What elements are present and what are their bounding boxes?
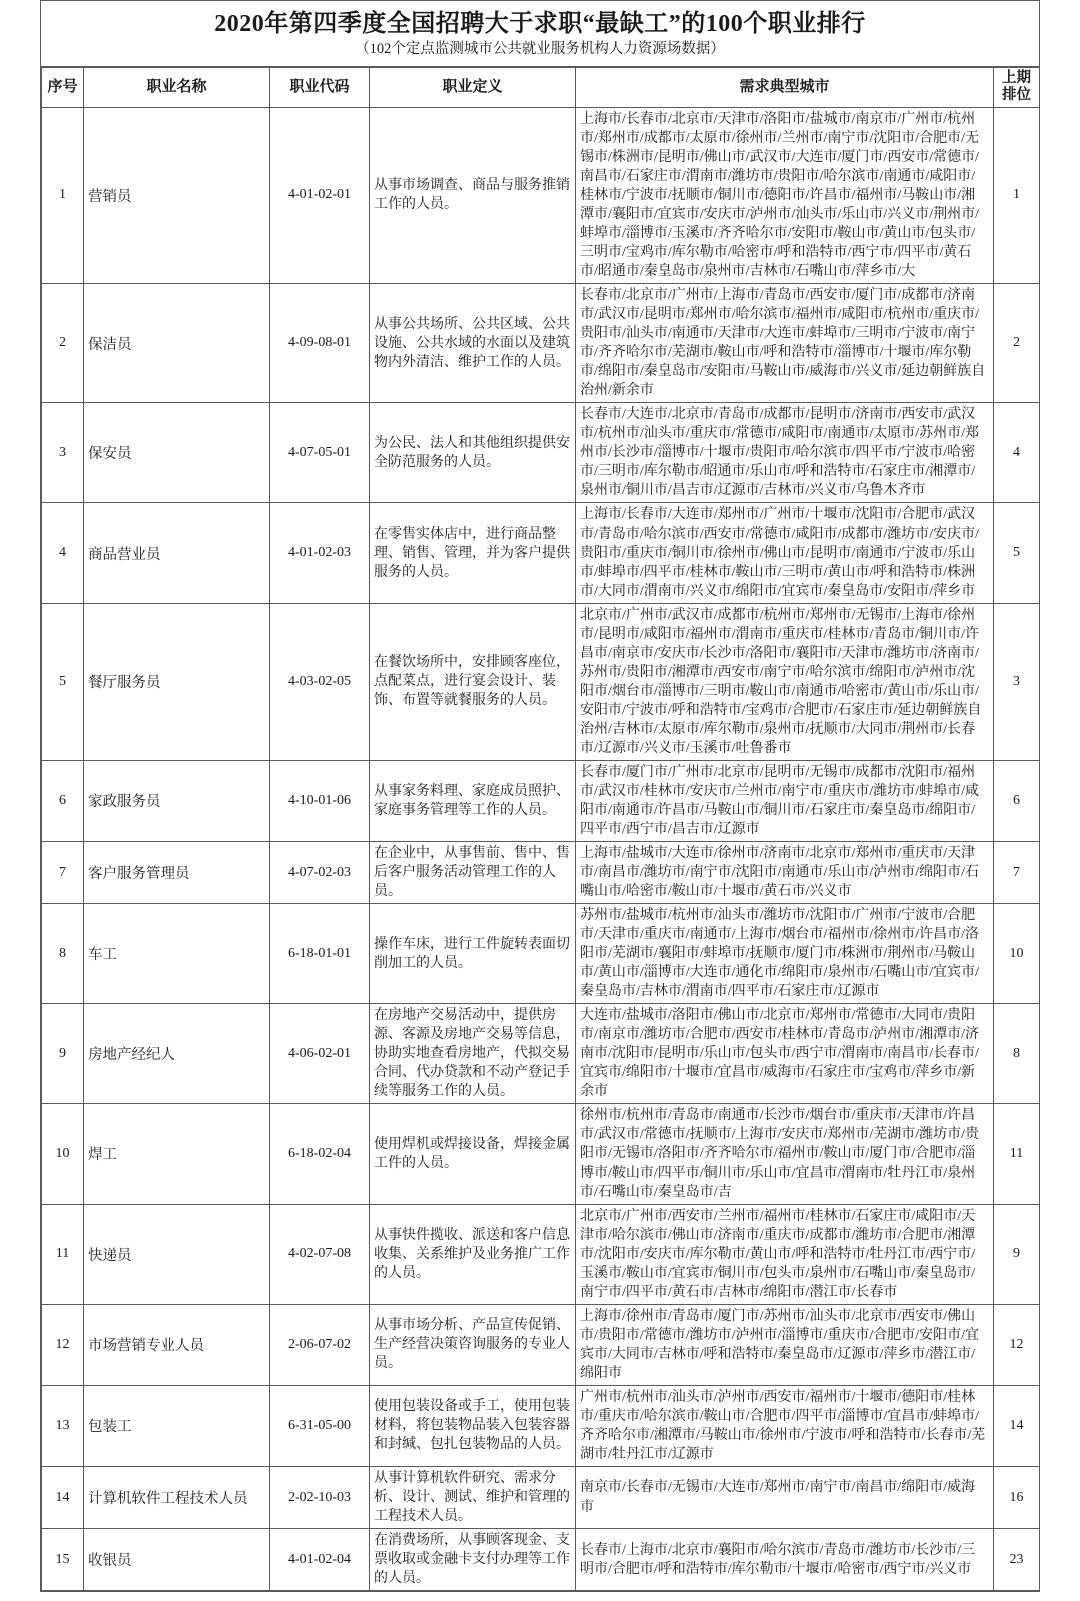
cell-occupation-code: 4-09-08-01 [270, 284, 370, 403]
cell-prev-rank: 14 [994, 1385, 1040, 1466]
cell-occupation-name: 家政服务员 [84, 760, 270, 841]
cell-cities: 北京市/广州市/西安市/兰州市/福州市/桂林市/石家庄市/咸阳市/天津市/哈尔滨市/佛山市/济南市/重庆市/成都市/潍坊市/合肥市/湘潭市/沈阳市/安庆市/库尔勒市/黄山市/呼和浩特市/牡丹江市/西宁市/玉溪市/鞍山市/宜宾市/铜川市/包头市/泉州市/石嘴山市/秦皇岛市/南宁市/四平市/黄石市/吉林市/绵阳市/潜江市/长春市 [576, 1204, 994, 1304]
cell-occupation-name: 餐厅服务员 [84, 603, 270, 760]
cell-definition: 在消费场所，从事顾客现金、支票收取或金融卡支付办理等工作的人员。 [370, 1529, 576, 1591]
cell-occupation-code: 4-07-02-03 [270, 842, 370, 904]
cell-seq: 15 [42, 1529, 84, 1591]
cell-seq: 6 [42, 760, 84, 841]
cell-prev-rank: 1 [994, 107, 1040, 283]
cell-seq: 7 [42, 842, 84, 904]
cell-cities: 上海市/盐城市/大连市/徐州市/济南市/北京市/郑州市/重庆市/天津市/南昌市/潍坊市/南宁市/沈阳市/南通市/乐山市/泸州市/绵阳市/石嘴山市/哈密市/鞍山市/十堰市/黄石市/兴义市 [576, 842, 994, 904]
title-block [41, 1, 1039, 67]
cell-seq: 5 [42, 603, 84, 760]
cell-seq: 9 [42, 1004, 84, 1104]
cell-occupation-code: 4-03-02-05 [270, 603, 370, 760]
cell-cities: 广州市/杭州市/汕头市/泸州市/西安市/福州市/十堰市/德阳市/桂林市/重庆市/哈尔滨市/鞍山市/合肥市/四平市/淄博市/宜昌市/蚌埠市/齐齐哈尔市/湘潭市/马鞍山市/徐州市/宁波市/呼和浩特市/长春市/芜湖市/牡丹江市/辽源市 [576, 1385, 994, 1466]
cell-prev-rank: 5 [994, 503, 1040, 603]
table-row [42, 1529, 1040, 1591]
column-header-code: 职业代码 [270, 67, 370, 107]
cell-prev-rank: 8 [994, 1004, 1040, 1104]
cell-cities: 北京市/广州市/武汉市/成都市/杭州市/郑州市/无锡市/上海市/徐州市/昆明市/咸阳市/福州市/渭南市/重庆市/桂林市/青岛市/铜川市/许昌市/南京市/安庆市/长沙市/洛阳市/襄阳市/天津市/潍坊市/济南市/苏州市/贵阳市/湘潭市/西安市/南宁市/哈尔滨市/绵阳市/泸州市/沈阳市/烟台市/淄博市/三明市/鞍山市/南通市/哈密市/黄山市/乐山市/安阳市/宁波市/呼和浩特市/宝鸡市/合肥市/石家庄市/延边朝鲜族自治州/吉林市/太原市/库尔勒市/泉州市/抚顺市/大同市/荆州市/长春市/辽源市/兴义市/玉溪市/吐鲁番市 [576, 603, 994, 760]
cell-seq: 14 [42, 1466, 84, 1528]
cell-prev-rank: 11 [994, 1104, 1040, 1204]
cell-occupation-code: 4-01-02-03 [270, 503, 370, 603]
occupation-ranking-table [41, 67, 1040, 1591]
table-row [42, 842, 1040, 904]
cell-seq: 12 [42, 1304, 84, 1385]
cell-occupation-code: 4-02-07-08 [270, 1204, 370, 1304]
cell-cities: 大连市/盐城市/洛阳市/佛山市/北京市/郑州市/常德市/大同市/贵阳市/南京市/潍坊市/合肥市/西安市/桂林市/青岛市/泸州市/湘潭市/济南市/沈阳市/昆明市/乐山市/包头市/西宁市/渭南市/南昌市/长春市/宜宾市/绵阳市/十堰市/宜昌市/威海市/石家庄市/宝鸡市/萍乡市/新余市 [576, 1004, 994, 1104]
cell-seq: 13 [42, 1385, 84, 1466]
cell-occupation-code: 6-18-02-04 [270, 1104, 370, 1204]
table-row [42, 603, 1040, 760]
cell-occupation-code: 6-18-01-01 [270, 904, 370, 1004]
cell-prev-rank: 10 [994, 904, 1040, 1004]
cell-definition: 在企业中，从事售前、售中、售后客户服务活动管理工作的人员。 [370, 842, 576, 904]
cell-occupation-code: 4-06-02-01 [270, 1004, 370, 1104]
cell-cities: 上海市/长春市/北京市/天津市/洛阳市/盐城市/南京市/广州市/杭州市/郑州市/成都市/太原市/徐州市/兰州市/南宁市/沈阳市/合肥市/无锡市/株洲市/昆明市/佛山市/武汉市/大连市/厦门市/西安市/常德市/南昌市/石家庄市/渭南市/潍坊市/贵阳市/哈尔滨市/南通市/咸阳市/桂林市/宁波市/抚顺市/铜川市/德阳市/许昌市/福州市/马鞍山市/湘潭市/襄阳市/宜宾市/安庆市/泸州市/汕头市/乐山市/兴义市/荆州市/蚌埠市/淄博市/玉溪市/齐齐哈尔市/安阳市/鞍山市/黄山市/包头市/三明市/宝鸡市/库尔勒市/哈密市/呼和浩特市/西宁市/四平市/黄石市/昭通市/秦皇岛市/泉州市/吉林市/石嘴山市/萍乡市/大 [576, 107, 994, 283]
cell-prev-rank: 12 [994, 1304, 1040, 1385]
prev-rank-line-2: 排位 [1002, 87, 1031, 104]
cell-occupation-code: 2-02-10-03 [270, 1466, 370, 1528]
table-body [42, 107, 1040, 1590]
table-row [42, 403, 1040, 503]
cell-definition: 在零售实体店中，进行商品整理、销售、管理，并为客户提供服务的人员。 [370, 503, 576, 603]
cell-definition: 从事家务料理、家庭成员照护、家庭事务管理等工作的人员。 [370, 760, 576, 841]
page-subtitle: （102个定点监测城市公共就业服务机构人力资源场数据） [355, 41, 725, 57]
cell-prev-rank: 4 [994, 403, 1040, 503]
cell-occupation-name: 计算机软件工程技术人员 [84, 1466, 270, 1528]
cell-prev-rank: 9 [994, 1204, 1040, 1304]
cell-occupation-name: 房地产经纪人 [84, 1004, 270, 1104]
cell-cities: 上海市/徐州市/青岛市/厦门市/苏州市/汕头市/北京市/西安市/佛山市/贵阳市/常德市/潍坊市/泸州市/淄博市/重庆市/合肥市/安阳市/宜宾市/大同市/吉林市/呼和浩特市/秦皇岛市/辽源市/萍乡市/潜江市/绵阳市 [576, 1304, 994, 1385]
cell-occupation-code: 2-06-07-02 [270, 1304, 370, 1385]
column-header-cities: 需求典型城市 [576, 67, 994, 107]
cell-occupation-name: 商品营业员 [84, 503, 270, 603]
table-row [42, 760, 1040, 841]
cell-cities: 上海市/长春市/大连市/郑州市/广州市/十堰市/沈阳市/合肥市/武汉市/青岛市/哈尔滨市/西安市/常德市/咸阳市/成都市/潍坊市/安庆市/贵阳市/重庆市/铜川市/徐州市/佛山市/昆明市/南通市/宁波市/乐山市/蚌埠市/四平市/桂林市/鞍山市/三明市/黄山市/呼和浩特市/株洲市/大同市/渭南市/兴义市/绵阳市/宜宾市/秦皇岛市/安阳市/萍乡市 [576, 503, 994, 603]
cell-occupation-name: 保安员 [84, 403, 270, 503]
cell-occupation-code: 4-07-05-01 [270, 403, 370, 503]
table-row [42, 503, 1040, 603]
table-row [42, 107, 1040, 283]
table-row [42, 284, 1040, 403]
cell-occupation-code: 4-10-01-06 [270, 760, 370, 841]
cell-prev-rank: 2 [994, 284, 1040, 403]
cell-definition: 在餐饮场所中，安排顾客座位，点配菜点，进行宴会设计、装饰、布置等就餐服务的人员。 [370, 603, 576, 760]
page-title: 2020年第四季度全国招聘大于求职“最缺工”的100个职业排行 [214, 11, 866, 37]
table-row [42, 904, 1040, 1004]
cell-occupation-name: 车工 [84, 904, 270, 1004]
cell-cities: 长春市/厦门市/广州市/北京市/昆明市/无锡市/成都市/沈阳市/福州市/武汉市/桂林市/安庆市/兰州市/南宁市/重庆市/潍坊市/蚌埠市/咸阳市/南通市/许昌市/马鞍山市/铜川市/石家庄市/秦皇岛市/绵阳市/四平市/西宁市/昌吉市/辽源市 [576, 760, 994, 841]
table-row [42, 1466, 1040, 1528]
cell-seq: 10 [42, 1104, 84, 1204]
cell-cities: 长春市/上海市/北京市/襄阳市/哈尔滨市/青岛市/潍坊市/长沙市/三明市/合肥市/呼和浩特市/库尔勒市/十堰市/哈密市/西宁市/兴义市 [576, 1529, 994, 1591]
cell-prev-rank: 7 [994, 842, 1040, 904]
cell-seq: 8 [42, 904, 84, 1004]
table-row [42, 1104, 1040, 1204]
cell-occupation-name: 保洁员 [84, 284, 270, 403]
cell-occupation-name: 包装工 [84, 1385, 270, 1466]
cell-prev-rank: 16 [994, 1466, 1040, 1528]
cell-occupation-name: 营销员 [84, 107, 270, 283]
cell-definition: 使用焊机或焊接设备，焊接金属工件的人员。 [370, 1104, 576, 1204]
cell-definition: 使用包装设备或手工，使用包装材料，将包装物品装入包装容器和封缄、包扎包装物品的人员。 [370, 1385, 576, 1466]
cell-seq: 11 [42, 1204, 84, 1304]
prev-rank-line-1: 上期 [1002, 70, 1031, 87]
cell-occupation-code: 6-31-05-00 [270, 1385, 370, 1466]
column-header-seq: 序号 [42, 67, 84, 107]
table-row [42, 1385, 1040, 1466]
cell-seq: 2 [42, 284, 84, 403]
cell-definition: 从事计算机软件研究、需求分析、设计、测试、维护和管理的工程技术人员。 [370, 1466, 576, 1528]
cell-definition: 从事公共场所、公共区域、公共设施、公共水域的水面以及建筑物内外清洁、维护工作的人员。 [370, 284, 576, 403]
cell-prev-rank: 23 [994, 1529, 1040, 1591]
cell-seq: 3 [42, 403, 84, 503]
table-row [42, 1204, 1040, 1304]
document-frame [40, 0, 1040, 1592]
table-row [42, 1004, 1040, 1104]
cell-occupation-name: 快递员 [84, 1204, 270, 1304]
table-header [42, 67, 1040, 107]
cell-prev-rank: 3 [994, 603, 1040, 760]
column-header-name: 职业名称 [84, 67, 270, 107]
cell-occupation-code: 4-01-02-04 [270, 1529, 370, 1591]
cell-definition: 从事市场分析、产品宣传促销、生产经营决策咨询服务的专业人员。 [370, 1304, 576, 1385]
cell-cities: 长春市/大连市/北京市/青岛市/成都市/昆明市/济南市/西安市/武汉市/杭州市/汕头市/重庆市/常德市/咸阳市/南通市/太原市/苏州市/郑州市/长沙市/淄博市/十堰市/贵阳市/哈尔滨市/四平市/宁波市/哈密市/三明市/库尔勒市/昭通市/乐山市/呼和浩特市/石家庄市/湘潭市/泉州市/铜川市/昌吉市/辽源市/吉林市/兴义市/乌鲁木齐市 [576, 403, 994, 503]
cell-occupation-name: 市场营销专业人员 [84, 1304, 270, 1385]
cell-cities: 长春市/北京市/广州市/上海市/青岛市/西安市/厦门市/成都市/济南市/武汉市/昆明市/郑州市/哈尔滨市/福州市/咸阳市/杭州市/重庆市/贵阳市/汕头市/南通市/天津市/大连市/蚌埠市/三明市/宁波市/南宁市/齐齐哈尔市/芜湖市/鞍山市/呼和浩特市/淄博市/十堰市/库尔勒市/绵阳市/秦皇岛市/安阳市/马鞍山市/威海市/兴义市/延边朝鲜族自治州/新余市 [576, 284, 994, 403]
column-header-prev-rank [994, 67, 1040, 107]
cell-definition: 从事快件揽收、派送和客户信息收集、关系维护及业务推广工作的人员。 [370, 1204, 576, 1304]
header-row [42, 67, 1040, 107]
cell-definition: 在房地产交易活动中，提供房源、客源及房地产交易等信息，协助实地查看房地产，代拟交易合同、代办贷款和不动产登记手续等服务工作的人员。 [370, 1004, 576, 1104]
cell-definition: 操作车床，进行工件旋转表面切削加工的人员。 [370, 904, 576, 1004]
table-row [42, 1304, 1040, 1385]
cell-definition: 从事市场调查、商品与服务推销工作的人员。 [370, 107, 576, 283]
cell-prev-rank: 6 [994, 760, 1040, 841]
cell-occupation-name: 收银员 [84, 1529, 270, 1591]
cell-occupation-name: 客户服务管理员 [84, 842, 270, 904]
cell-seq: 1 [42, 107, 84, 283]
column-header-definition: 职业定义 [370, 67, 576, 107]
cell-occupation-code: 4-01-02-01 [270, 107, 370, 283]
cell-seq: 4 [42, 503, 84, 603]
cell-cities: 徐州市/杭州市/青岛市/南通市/长沙市/烟台市/重庆市/天津市/许昌市/武汉市/常德市/抚顺市/上海市/安庆市/郑州市/芜湖市/潍坊市/贵阳市/无锡市/洛阳市/齐齐哈尔市/福州市/鞍山市/厦门市/合肥市/淄博市/鞍山市/四平市/铜川市/乐山市/宜昌市/渭南市/牡丹江市/泉州市/石嘴山市/秦皇岛市/吉 [576, 1104, 994, 1204]
cell-cities: 苏州市/盐城市/杭州市/汕头市/潍坊市/沈阳市/广州市/宁波市/合肥市/天津市/重庆市/南通市/上海市/烟台市/福州市/徐州市/许昌市/洛阳市/芜湖市/襄阳市/蚌埠市/抚顺市/厦门市/株洲市/荆州市/马鞍山市/黄山市/淄博市/大连市/通化市/绵阳市/泉州市/石嘴山市/宜宾市/秦皇岛市/吉林市/渭南市/四平市/石家庄市/辽源市 [576, 904, 994, 1004]
cell-occupation-name: 焊工 [84, 1104, 270, 1204]
cell-cities: 南京市/长春市/无锡市/大连市/郑州市/南宁市/南昌市/绵阳市/威海市 [576, 1466, 994, 1528]
cell-definition: 为公民、法人和其他组织提供安全防范服务的人员。 [370, 403, 576, 503]
